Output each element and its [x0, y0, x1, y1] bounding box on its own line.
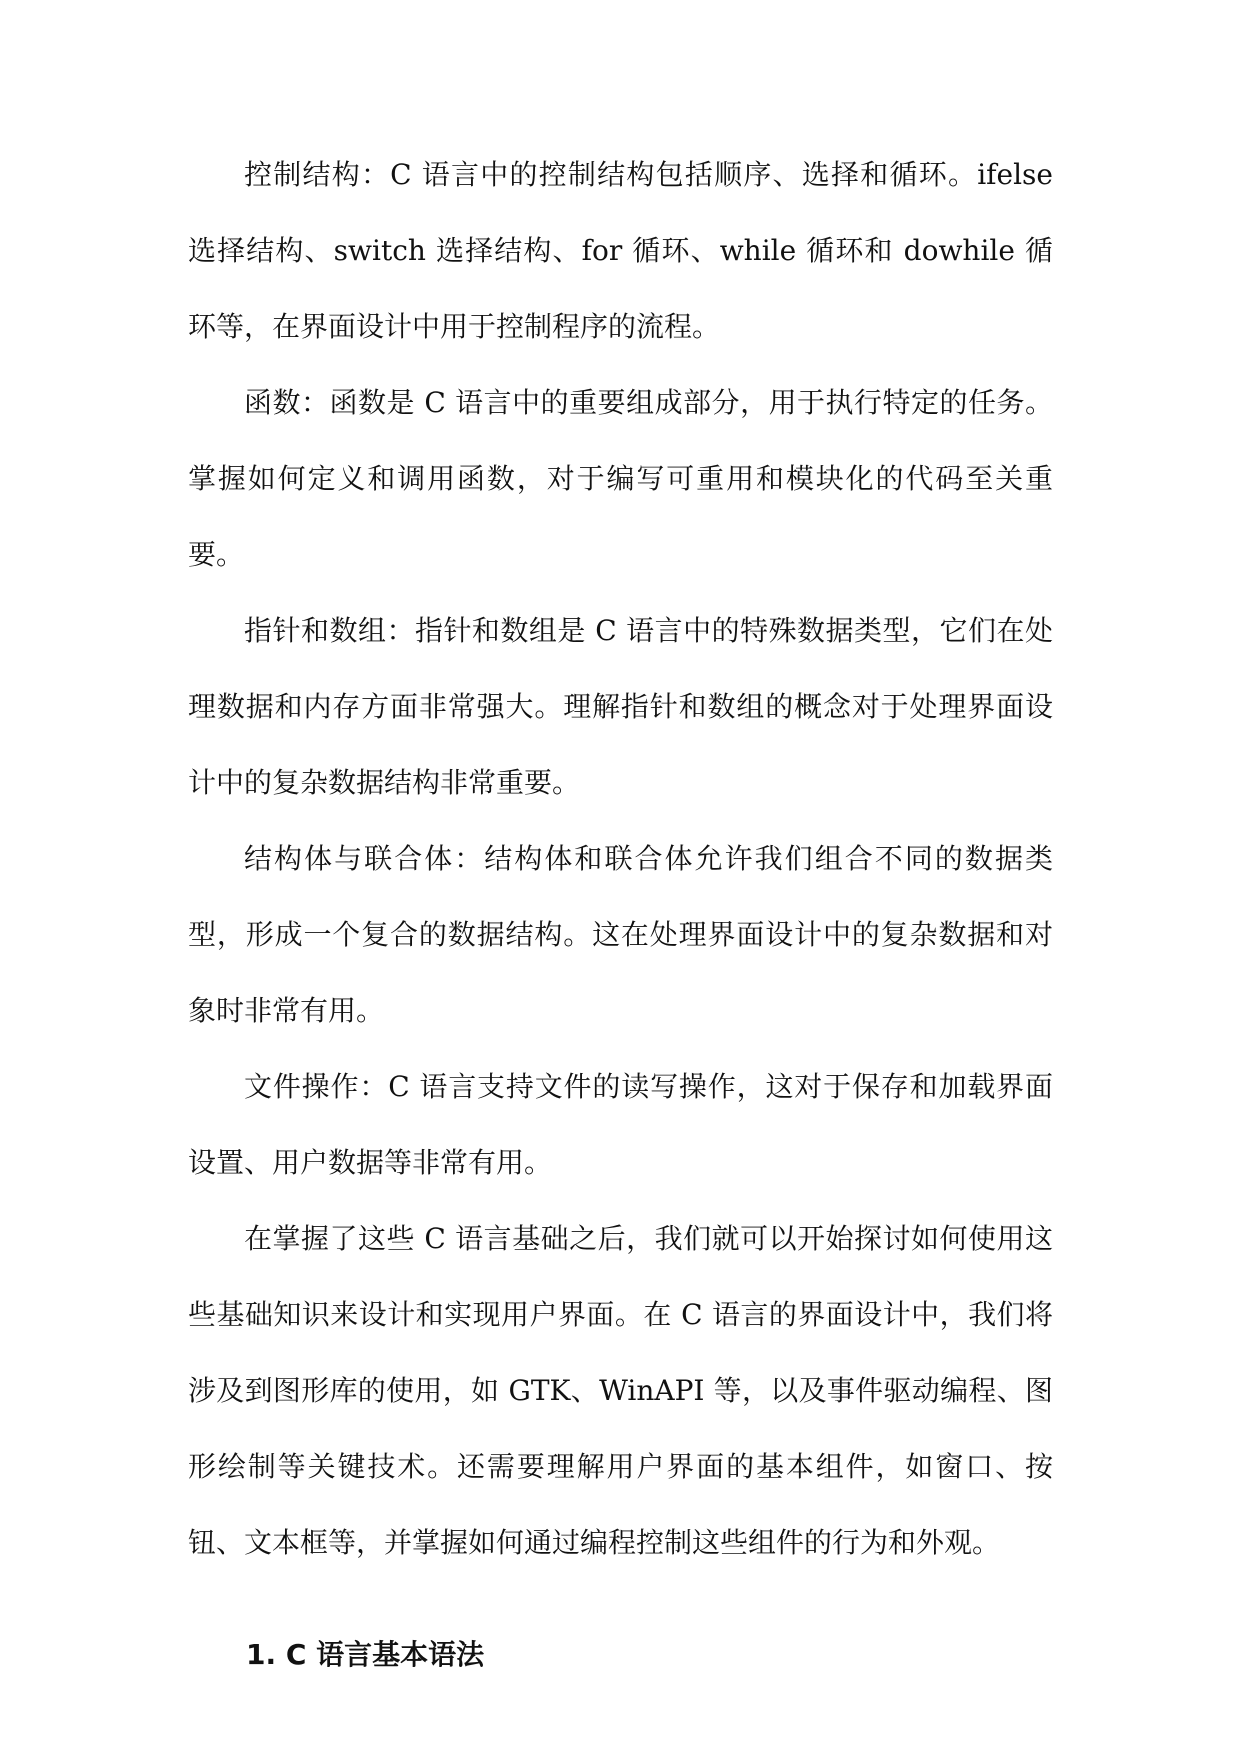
paragraph-file-operations: 文件操作：C 语言支持文件的读写操作，这对于保存和加载界面设置、用户数据等非常有用。 — [188, 1070, 1053, 1179]
paragraph-struct-union: 结构体与联合体：结构体和联合体允许我们组合不同的数据类型，形成一个复合的数据结构。这在处理界面设计中的复杂数据和对象时非常有用。 — [188, 842, 1053, 1027]
section-heading: 1. C 语言基本语法 — [246, 1638, 485, 1671]
paragraph-functions: 函数：函数是 C 语言中的重要组成部分，用于执行特定的任务。掌握如何定义和调用函数，对于编写可重用和模块化的代码至关重要。 — [188, 386, 1053, 571]
paragraph-ui-design-overview: 在掌握了这些 C 语言基础之后，我们就可以开始探讨如何使用这些基础知识来设计和实现用户界面。在 C 语言的界面设计中，我们将涉及到图形库的使用，如 GTK、WinAPI 等，以及事件驱动编程、图形绘制等关键技术。还需要理解用户界面的基本组件，如窗口、按钮、文本框等，并掌握如何通过编程控制这些组件的行为和外观。 — [188, 1222, 1053, 1559]
document-body — [188, 137, 1053, 1693]
paragraph-control-structures: 控制结构：C 语言中的控制结构包括顺序、选择和循环。ifelse 选择结构、switch 选择结构、for 循环、while 循环和 dowhile 循环等，在界面设计中用于控制程序的流程。 — [188, 158, 1053, 343]
paragraph-pointers-arrays: 指针和数组：指针和数组是 C 语言中的特殊数据类型，它们在处理数据和内存方面非常强大。理解指针和数组的概念对于处理界面设计中的复杂数据结构非常重要。 — [188, 614, 1053, 799]
